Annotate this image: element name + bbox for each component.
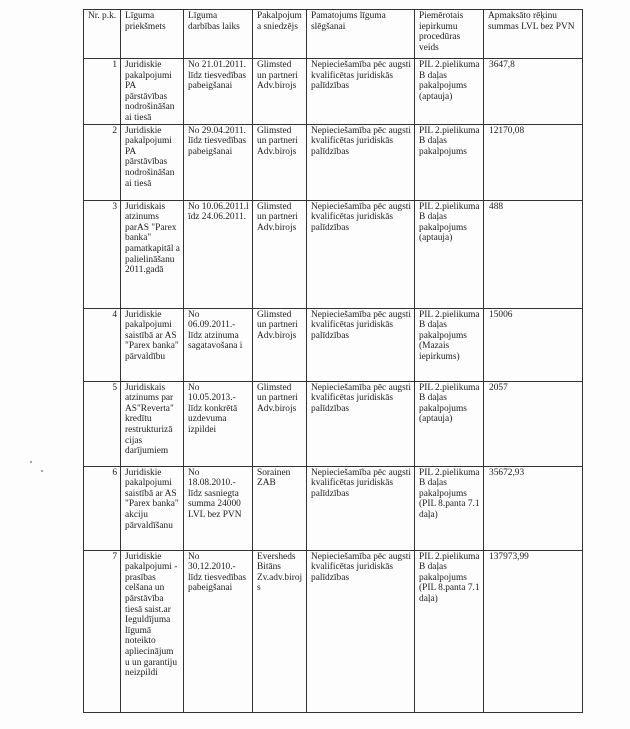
cell-basis: Nepieciešamība pēc augsti kvalificētas juridiskās palīdzības	[307, 381, 415, 466]
cell-basis: Nepieciešamība pēc augsti kvalificētas juridiskās palīdzības	[307, 200, 415, 308]
table-row	[84, 200, 583, 308]
cell-basis: Nepieciešamība pēc augsti kvalificētas juridiskās palīdzības	[307, 308, 415, 381]
cell-amount: 137973,99	[484, 550, 583, 712]
table-row	[84, 59, 583, 125]
cell-amount: 35672,93	[484, 466, 583, 550]
cell-nr: 2	[84, 124, 121, 200]
cell-procedure: PIL 2.pielikuma B daļas pakalpojums (aptauja)	[415, 59, 484, 125]
cell-provider: Glimsted un partneri Adv.birojs	[253, 200, 307, 308]
cell-basis: Nepieciešamība pēc augsti kvalificētas juridiskās palīdzības	[307, 59, 415, 125]
header-row	[84, 10, 583, 59]
cell-nr: 4	[84, 308, 121, 381]
cell-basis: Nepieciešamība pēc augsti kvalificētas juridiskās palīdzības	[307, 550, 415, 712]
cell-provider: Sorainen ZAB	[253, 466, 307, 550]
cell-procedure: PIL 2.pielikuma B daļas pakalpojums (aptauja)	[415, 200, 484, 308]
cell-amount: 2057	[484, 381, 583, 466]
cell-nr: 6	[84, 466, 121, 550]
cell-period: No 06.09.2011.- līdz atzinuma sagatavošana i	[184, 308, 253, 381]
header-period: Līguma darbības laiks	[184, 10, 253, 59]
cell-procedure: PIL 2.pielikuma B daļas pakalpojums (aptauja)	[415, 381, 484, 466]
table-row	[84, 550, 583, 712]
cell-provider: Glimsted un partneri Adv.birojs	[253, 381, 307, 466]
cell-nr: 5	[84, 381, 121, 466]
cell-provider: Glimsted un partneri Adv.birojs	[253, 59, 307, 125]
cell-procedure: PIL 2.pielikuma B daļas pakalpojums (Mazais iepirkums)	[415, 308, 484, 381]
cell-period: No 18.08.2010.- līdz sasniegta summa 24000 LVL bez PVN	[184, 466, 253, 550]
cell-nr: 7	[84, 550, 121, 712]
scan-speck	[41, 470, 43, 472]
cell-period: No 30.12.2010.- līdz tiesvedības pabeigšanai	[184, 550, 253, 712]
cell-amount: 3647,8	[484, 59, 583, 125]
scan-speck	[30, 461, 32, 463]
table-row	[84, 466, 583, 550]
table-row	[84, 124, 583, 200]
cell-amount: 12170,08	[484, 124, 583, 200]
header-amount: Apmaksāto rēķinu summas LVL bez PVN	[484, 10, 583, 59]
cell-period: No 10.06.2011.l īdz 24.06.2011.	[184, 200, 253, 308]
cell-period: No 29.04.2011. līdz tiesvedības pabeigšanai	[184, 124, 253, 200]
cell-period: No 21.01.2011. līdz tiesvedības pabeigšanai	[184, 59, 253, 125]
cell-provider: Eversheds Bitāns Zv.adv.biroj s	[253, 550, 307, 712]
contracts-table	[83, 9, 583, 713]
cell-provider: Glimsted un partneri Adv.birojs	[253, 124, 307, 200]
table-row	[84, 381, 583, 466]
cell-basis: Nepieciešamība pēc augsti kvalificētas juridiskās palīdzības	[307, 466, 415, 550]
cell-amount: 15006	[484, 308, 583, 381]
cell-basis: Nepieciešamība pēc augsti kvalificētas juridiskās palīdzības	[307, 124, 415, 200]
cell-period: No 10.05.2013.- līdz konkrētā uzdevuma izpildei	[184, 381, 253, 466]
cell-nr: 3	[84, 200, 121, 308]
cell-subject: Juridiskie pakalpojumi saistībā ar AS "Parex banka" pārvaldību	[121, 308, 184, 381]
cell-procedure: PIL 2.pielikuma B daļas pakalpojums (PIL 8.panta 7.1 daļa)	[415, 550, 484, 712]
cell-subject: Juridiskais atzinums par AS"Reverta" kredītu restrukturizā cijas darījumiem	[121, 381, 184, 466]
cell-subject: Juridiskie pakalpojumi saistībā ar AS "Parex banka" akciju pārvaldīšanu	[121, 466, 184, 550]
cell-subject: Juridiskais atzinums parAS "Parex banka" pamatkapitāl a palielināšanu 2011.gadā	[121, 200, 184, 308]
header-procedure: Piemērotais iepirkumu procedūras veids	[415, 10, 484, 59]
header-basis: Pamatojums līguma slēgšanai	[307, 10, 415, 59]
cell-amount: 488	[484, 200, 583, 308]
table-header	[84, 10, 583, 59]
cell-nr: 1	[84, 59, 121, 125]
header-subject: Līguma priekšmets	[121, 10, 184, 59]
header-nr: Nr. p.k.	[84, 10, 121, 59]
header-provider: Pakalpojum a sniedzējs	[253, 10, 307, 59]
cell-provider: Glimsted un partneri Adv.birojs	[253, 308, 307, 381]
cell-subject: Juridiskie pakalpojumi PA pārstāvības nodrošināšan ai tiesā	[121, 59, 184, 125]
cell-procedure: PIL 2.pielikuma B daļas pakalpojums	[415, 124, 484, 200]
table-body	[84, 59, 583, 713]
cell-subject: Juridiskie pakalpojumi - prasības celšana un pārstāvība tiesā saist.ar Ieguldījuma līgumā noteikto apliecinājum u un garantiju neizpildi	[121, 550, 184, 712]
cell-procedure: PIL 2.pielikuma B daļas pakalpojums (PIL 8.panta 7.1 daļa)	[415, 466, 484, 550]
table-row	[84, 308, 583, 381]
cell-subject: Juridiskie pakalpojumi PA pārstāvības nodrošināšan ai tiesā	[121, 124, 184, 200]
